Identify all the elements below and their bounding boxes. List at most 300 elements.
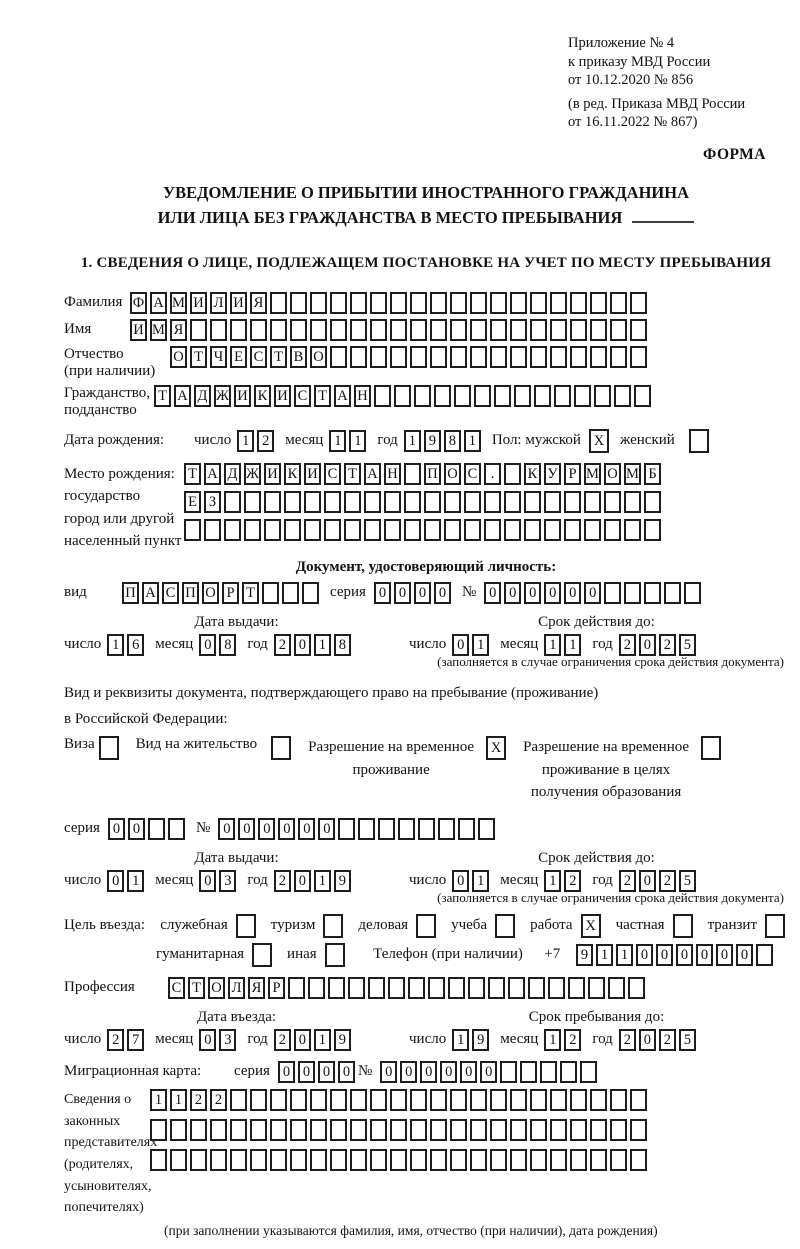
doc-issue-day[interactable] bbox=[107, 634, 147, 656]
permit-expiry-year[interactable] bbox=[619, 870, 699, 892]
char-cell[interactable]: 1 bbox=[544, 1029, 561, 1051]
char-cell[interactable]: 3 bbox=[219, 1029, 236, 1051]
purpose-private-checkbox[interactable] bbox=[673, 914, 696, 938]
char-cell[interactable] bbox=[534, 385, 551, 407]
doc-series-grid[interactable] bbox=[374, 582, 454, 604]
char-cell[interactable] bbox=[450, 1149, 467, 1171]
char-cell[interactable] bbox=[444, 519, 461, 541]
char-cell[interactable] bbox=[494, 385, 511, 407]
purpose-transit-checkbox[interactable] bbox=[765, 914, 788, 938]
char-cell[interactable]: 2 bbox=[210, 1089, 227, 1111]
char-cell[interactable] bbox=[358, 818, 375, 840]
char-cell[interactable] bbox=[570, 1149, 587, 1171]
char-cell[interactable] bbox=[630, 346, 647, 368]
permit-expiry-month[interactable] bbox=[544, 870, 584, 892]
char-cell[interactable] bbox=[610, 1149, 627, 1171]
char-cell[interactable] bbox=[404, 491, 421, 513]
char-cell[interactable] bbox=[250, 1089, 267, 1111]
char-cell[interactable] bbox=[230, 1089, 247, 1111]
char-cell[interactable]: С bbox=[250, 346, 267, 368]
char-cell[interactable]: Т bbox=[154, 385, 171, 407]
stay-month[interactable] bbox=[544, 1029, 584, 1051]
char-cell[interactable] bbox=[324, 491, 341, 513]
char-cell[interactable] bbox=[370, 1149, 387, 1171]
char-cell[interactable] bbox=[170, 1119, 187, 1141]
char-cell[interactable] bbox=[550, 1149, 567, 1171]
entry-year[interactable] bbox=[274, 1029, 354, 1051]
char-cell[interactable]: А bbox=[142, 582, 159, 604]
char-cell[interactable] bbox=[484, 491, 501, 513]
char-cell[interactable] bbox=[550, 319, 567, 341]
char-cell[interactable] bbox=[304, 519, 321, 541]
char-cell[interactable] bbox=[470, 1119, 487, 1141]
char-cell[interactable] bbox=[410, 292, 427, 314]
char-cell[interactable] bbox=[510, 292, 527, 314]
char-cell[interactable] bbox=[630, 1089, 647, 1111]
char-cell[interactable]: Я bbox=[250, 292, 267, 314]
char-cell[interactable]: 2 bbox=[274, 870, 291, 892]
char-cell[interactable] bbox=[424, 491, 441, 513]
char-cell[interactable]: Н bbox=[354, 385, 371, 407]
char-cell[interactable] bbox=[701, 736, 721, 760]
char-cell[interactable] bbox=[634, 385, 651, 407]
char-cell[interactable] bbox=[454, 385, 471, 407]
char-cell[interactable] bbox=[290, 1119, 307, 1141]
char-cell[interactable] bbox=[484, 519, 501, 541]
char-cell[interactable] bbox=[288, 977, 305, 999]
char-cell[interactable] bbox=[310, 1089, 327, 1111]
char-cell[interactable] bbox=[510, 1119, 527, 1141]
char-cell[interactable]: X bbox=[589, 429, 609, 453]
char-cell[interactable] bbox=[544, 491, 561, 513]
char-cell[interactable] bbox=[510, 1089, 527, 1111]
char-cell[interactable]: 0 bbox=[440, 1061, 457, 1083]
char-cell[interactable] bbox=[530, 346, 547, 368]
char-cell[interactable]: С bbox=[168, 977, 185, 999]
char-cell[interactable] bbox=[510, 346, 527, 368]
birth-day-grid[interactable] bbox=[237, 430, 277, 452]
char-cell[interactable] bbox=[330, 292, 347, 314]
char-cell[interactable]: 0 bbox=[278, 1061, 295, 1083]
char-cell[interactable] bbox=[550, 1089, 567, 1111]
char-cell[interactable]: П bbox=[424, 463, 441, 485]
char-cell[interactable] bbox=[408, 977, 425, 999]
char-cell[interactable] bbox=[488, 977, 505, 999]
char-cell[interactable] bbox=[404, 463, 421, 485]
char-cell[interactable] bbox=[328, 977, 345, 999]
firstname-grid[interactable] bbox=[130, 319, 650, 341]
migration-series-grid[interactable] bbox=[278, 1061, 358, 1083]
char-cell[interactable] bbox=[378, 818, 395, 840]
char-cell[interactable]: И bbox=[274, 385, 291, 407]
char-cell[interactable]: 0 bbox=[258, 818, 275, 840]
char-cell[interactable]: 1 bbox=[472, 870, 489, 892]
char-cell[interactable]: 1 bbox=[544, 870, 561, 892]
char-cell[interactable]: Т bbox=[190, 346, 207, 368]
char-cell[interactable] bbox=[673, 914, 693, 938]
char-cell[interactable]: 1 bbox=[107, 634, 124, 656]
char-cell[interactable]: З bbox=[204, 491, 221, 513]
char-cell[interactable] bbox=[414, 385, 431, 407]
char-cell[interactable] bbox=[304, 491, 321, 513]
char-cell[interactable]: С bbox=[162, 582, 179, 604]
char-cell[interactable] bbox=[264, 519, 281, 541]
char-cell[interactable] bbox=[348, 977, 365, 999]
char-cell[interactable]: Л bbox=[210, 292, 227, 314]
char-cell[interactable] bbox=[374, 385, 391, 407]
char-cell[interactable]: 0 bbox=[736, 944, 753, 966]
char-cell[interactable] bbox=[330, 1149, 347, 1171]
char-cell[interactable]: 9 bbox=[576, 944, 593, 966]
char-cell[interactable] bbox=[224, 519, 241, 541]
char-cell[interactable] bbox=[230, 1149, 247, 1171]
char-cell[interactable]: 0 bbox=[199, 870, 216, 892]
char-cell[interactable]: 1 bbox=[404, 430, 421, 452]
char-cell[interactable] bbox=[530, 1119, 547, 1141]
doc-expiry-month[interactable] bbox=[544, 634, 584, 656]
temp-permit-checkbox[interactable] bbox=[486, 736, 509, 760]
char-cell[interactable]: 0 bbox=[238, 818, 255, 840]
char-cell[interactable]: 7 bbox=[127, 1029, 144, 1051]
char-cell[interactable] bbox=[290, 319, 307, 341]
char-cell[interactable] bbox=[350, 1089, 367, 1111]
char-cell[interactable]: Б bbox=[644, 463, 661, 485]
birth-month-grid[interactable] bbox=[329, 430, 369, 452]
char-cell[interactable]: И bbox=[234, 385, 251, 407]
char-cell[interactable] bbox=[302, 582, 319, 604]
char-cell[interactable] bbox=[264, 491, 281, 513]
char-cell[interactable]: 1 bbox=[564, 634, 581, 656]
char-cell[interactable]: 0 bbox=[636, 944, 653, 966]
char-cell[interactable]: О bbox=[444, 463, 461, 485]
char-cell[interactable] bbox=[330, 346, 347, 368]
char-cell[interactable]: С bbox=[464, 463, 481, 485]
char-cell[interactable] bbox=[604, 491, 621, 513]
char-cell[interactable]: 2 bbox=[564, 1029, 581, 1051]
char-cell[interactable] bbox=[364, 519, 381, 541]
char-cell[interactable] bbox=[590, 1119, 607, 1141]
birth-year-grid[interactable] bbox=[404, 430, 484, 452]
char-cell[interactable]: . bbox=[484, 463, 501, 485]
char-cell[interactable] bbox=[184, 519, 201, 541]
char-cell[interactable]: 0 bbox=[639, 1029, 656, 1051]
char-cell[interactable] bbox=[644, 491, 661, 513]
char-cell[interactable] bbox=[310, 1149, 327, 1171]
char-cell[interactable]: 0 bbox=[107, 870, 124, 892]
char-cell[interactable] bbox=[508, 977, 525, 999]
char-cell[interactable]: 2 bbox=[659, 1029, 676, 1051]
char-cell[interactable]: 5 bbox=[679, 870, 696, 892]
char-cell[interactable] bbox=[474, 385, 491, 407]
char-cell[interactable] bbox=[630, 1119, 647, 1141]
permit-series-grid[interactable] bbox=[108, 818, 188, 840]
char-cell[interactable] bbox=[490, 319, 507, 341]
char-cell[interactable]: Е bbox=[184, 491, 201, 513]
char-cell[interactable]: 0 bbox=[298, 818, 315, 840]
char-cell[interactable]: 0 bbox=[108, 818, 125, 840]
char-cell[interactable]: 0 bbox=[656, 944, 673, 966]
char-cell[interactable] bbox=[190, 1119, 207, 1141]
char-cell[interactable] bbox=[630, 319, 647, 341]
doc-expiry-year[interactable] bbox=[619, 634, 699, 656]
char-cell[interactable] bbox=[564, 491, 581, 513]
char-cell[interactable] bbox=[570, 1119, 587, 1141]
char-cell[interactable] bbox=[458, 818, 475, 840]
char-cell[interactable]: 1 bbox=[314, 634, 331, 656]
char-cell[interactable] bbox=[390, 292, 407, 314]
char-cell[interactable] bbox=[325, 943, 345, 967]
char-cell[interactable] bbox=[244, 519, 261, 541]
char-cell[interactable] bbox=[610, 292, 627, 314]
char-cell[interactable] bbox=[284, 491, 301, 513]
char-cell[interactable]: 0 bbox=[318, 1061, 335, 1083]
char-cell[interactable]: М bbox=[624, 463, 641, 485]
char-cell[interactable] bbox=[310, 1119, 327, 1141]
char-cell[interactable] bbox=[444, 491, 461, 513]
char-cell[interactable] bbox=[610, 319, 627, 341]
char-cell[interactable] bbox=[580, 1061, 597, 1083]
sex-male-checkbox[interactable] bbox=[589, 429, 612, 453]
char-cell[interactable] bbox=[624, 582, 641, 604]
char-cell[interactable] bbox=[490, 292, 507, 314]
doc-issue-month[interactable] bbox=[199, 634, 239, 656]
char-cell[interactable]: К bbox=[254, 385, 271, 407]
char-cell[interactable] bbox=[430, 346, 447, 368]
char-cell[interactable] bbox=[524, 519, 541, 541]
char-cell[interactable]: А bbox=[174, 385, 191, 407]
char-cell[interactable] bbox=[370, 1119, 387, 1141]
char-cell[interactable] bbox=[250, 319, 267, 341]
char-cell[interactable] bbox=[410, 1119, 427, 1141]
char-cell[interactable]: 0 bbox=[294, 634, 311, 656]
char-cell[interactable]: 1 bbox=[237, 430, 254, 452]
char-cell[interactable] bbox=[464, 519, 481, 541]
char-cell[interactable] bbox=[350, 346, 367, 368]
char-cell[interactable]: О bbox=[310, 346, 327, 368]
char-cell[interactable]: 1 bbox=[452, 1029, 469, 1051]
char-cell[interactable] bbox=[495, 914, 515, 938]
char-cell[interactable]: 8 bbox=[334, 634, 351, 656]
char-cell[interactable]: 0 bbox=[414, 582, 431, 604]
migration-number-grid[interactable] bbox=[380, 1061, 600, 1083]
char-cell[interactable] bbox=[450, 292, 467, 314]
char-cell[interactable] bbox=[344, 519, 361, 541]
char-cell[interactable]: П bbox=[122, 582, 139, 604]
char-cell[interactable] bbox=[270, 1089, 287, 1111]
char-cell[interactable] bbox=[190, 1149, 207, 1171]
char-cell[interactable] bbox=[644, 519, 661, 541]
char-cell[interactable] bbox=[428, 977, 445, 999]
char-cell[interactable]: 1 bbox=[150, 1089, 167, 1111]
doc-issue-year[interactable] bbox=[274, 634, 354, 656]
char-cell[interactable] bbox=[350, 1149, 367, 1171]
char-cell[interactable] bbox=[410, 346, 427, 368]
char-cell[interactable]: И bbox=[304, 463, 321, 485]
char-cell[interactable] bbox=[590, 346, 607, 368]
char-cell[interactable] bbox=[390, 319, 407, 341]
char-cell[interactable] bbox=[252, 943, 272, 967]
char-cell[interactable]: Ж bbox=[214, 385, 231, 407]
char-cell[interactable] bbox=[530, 1149, 547, 1171]
char-cell[interactable]: 1 bbox=[464, 430, 481, 452]
char-cell[interactable]: Р bbox=[222, 582, 239, 604]
char-cell[interactable] bbox=[450, 319, 467, 341]
char-cell[interactable] bbox=[434, 385, 451, 407]
char-cell[interactable] bbox=[282, 582, 299, 604]
char-cell[interactable]: 0 bbox=[716, 944, 733, 966]
char-cell[interactable]: Т bbox=[344, 463, 361, 485]
char-cell[interactable] bbox=[490, 1119, 507, 1141]
char-cell[interactable] bbox=[262, 582, 279, 604]
char-cell[interactable] bbox=[550, 292, 567, 314]
char-cell[interactable] bbox=[370, 319, 387, 341]
char-cell[interactable] bbox=[224, 491, 241, 513]
char-cell[interactable] bbox=[490, 1149, 507, 1171]
char-cell[interactable] bbox=[170, 1149, 187, 1171]
char-cell[interactable] bbox=[308, 977, 325, 999]
char-cell[interactable]: 8 bbox=[444, 430, 461, 452]
char-cell[interactable]: 0 bbox=[564, 582, 581, 604]
char-cell[interactable]: М bbox=[584, 463, 601, 485]
char-cell[interactable] bbox=[628, 977, 645, 999]
char-cell[interactable] bbox=[394, 385, 411, 407]
purpose-other-checkbox[interactable] bbox=[325, 943, 348, 967]
char-cell[interactable]: 1 bbox=[314, 1029, 331, 1051]
char-cell[interactable] bbox=[350, 292, 367, 314]
char-cell[interactable]: 0 bbox=[676, 944, 693, 966]
char-cell[interactable] bbox=[510, 319, 527, 341]
char-cell[interactable] bbox=[470, 1089, 487, 1111]
char-cell[interactable] bbox=[99, 736, 119, 760]
char-cell[interactable]: С bbox=[294, 385, 311, 407]
char-cell[interactable] bbox=[550, 346, 567, 368]
char-cell[interactable] bbox=[548, 977, 565, 999]
char-cell[interactable] bbox=[388, 977, 405, 999]
char-cell[interactable] bbox=[504, 491, 521, 513]
char-cell[interactable] bbox=[624, 491, 641, 513]
stay-day[interactable] bbox=[452, 1029, 492, 1051]
char-cell[interactable]: 0 bbox=[218, 818, 235, 840]
char-cell[interactable] bbox=[330, 319, 347, 341]
char-cell[interactable] bbox=[604, 519, 621, 541]
char-cell[interactable]: 0 bbox=[480, 1061, 497, 1083]
char-cell[interactable]: 0 bbox=[584, 582, 601, 604]
purpose-humanitarian-checkbox[interactable] bbox=[252, 943, 275, 967]
char-cell[interactable] bbox=[250, 1119, 267, 1141]
char-cell[interactable] bbox=[310, 319, 327, 341]
char-cell[interactable] bbox=[560, 1061, 577, 1083]
char-cell[interactable]: 0 bbox=[420, 1061, 437, 1083]
char-cell[interactable] bbox=[590, 1089, 607, 1111]
char-cell[interactable] bbox=[450, 346, 467, 368]
char-cell[interactable]: 0 bbox=[294, 1029, 311, 1051]
char-cell[interactable] bbox=[290, 1089, 307, 1111]
char-cell[interactable] bbox=[554, 385, 571, 407]
char-cell[interactable] bbox=[530, 1089, 547, 1111]
char-cell[interactable]: 0 bbox=[544, 582, 561, 604]
char-cell[interactable]: 2 bbox=[257, 430, 274, 452]
char-cell[interactable]: 2 bbox=[659, 634, 676, 656]
char-cell[interactable] bbox=[574, 385, 591, 407]
char-cell[interactable] bbox=[284, 519, 301, 541]
char-cell[interactable]: Р bbox=[268, 977, 285, 999]
char-cell[interactable]: 5 bbox=[679, 634, 696, 656]
char-cell[interactable]: 0 bbox=[298, 1061, 315, 1083]
char-cell[interactable]: А bbox=[204, 463, 221, 485]
char-cell[interactable]: 0 bbox=[400, 1061, 417, 1083]
char-cell[interactable]: О bbox=[208, 977, 225, 999]
char-cell[interactable]: А bbox=[150, 292, 167, 314]
legal-reps-grid-1[interactable] bbox=[150, 1089, 650, 1111]
legal-reps-grid-2[interactable] bbox=[150, 1119, 650, 1141]
char-cell[interactable]: 2 bbox=[107, 1029, 124, 1051]
char-cell[interactable]: Н bbox=[384, 463, 401, 485]
char-cell[interactable]: 1 bbox=[329, 430, 346, 452]
char-cell[interactable]: 0 bbox=[380, 1061, 397, 1083]
char-cell[interactable]: К bbox=[524, 463, 541, 485]
char-cell[interactable]: 0 bbox=[278, 818, 295, 840]
char-cell[interactable] bbox=[210, 319, 227, 341]
char-cell[interactable]: И bbox=[130, 319, 147, 341]
char-cell[interactable] bbox=[550, 1119, 567, 1141]
char-cell[interactable]: 2 bbox=[619, 634, 636, 656]
char-cell[interactable]: Д bbox=[194, 385, 211, 407]
char-cell[interactable] bbox=[594, 385, 611, 407]
edu-permit-checkbox[interactable] bbox=[701, 736, 724, 760]
char-cell[interactable] bbox=[330, 1089, 347, 1111]
char-cell[interactable]: 0 bbox=[128, 818, 145, 840]
char-cell[interactable] bbox=[604, 582, 621, 604]
char-cell[interactable] bbox=[570, 292, 587, 314]
char-cell[interactable]: Е bbox=[230, 346, 247, 368]
doc-expiry-day[interactable] bbox=[452, 634, 492, 656]
char-cell[interactable]: 0 bbox=[394, 582, 411, 604]
birthplace-grid-1[interactable] bbox=[184, 463, 664, 485]
char-cell[interactable]: 0 bbox=[696, 944, 713, 966]
char-cell[interactable] bbox=[610, 1089, 627, 1111]
char-cell[interactable] bbox=[470, 346, 487, 368]
char-cell[interactable]: М bbox=[150, 319, 167, 341]
char-cell[interactable] bbox=[590, 292, 607, 314]
char-cell[interactable]: 8 bbox=[219, 634, 236, 656]
char-cell[interactable] bbox=[520, 1061, 537, 1083]
birthplace-grid-2[interactable] bbox=[184, 491, 664, 513]
char-cell[interactable] bbox=[570, 319, 587, 341]
char-cell[interactable] bbox=[404, 519, 421, 541]
char-cell[interactable] bbox=[424, 519, 441, 541]
char-cell[interactable] bbox=[430, 1119, 447, 1141]
char-cell[interactable] bbox=[418, 818, 435, 840]
char-cell[interactable] bbox=[530, 292, 547, 314]
char-cell[interactable] bbox=[584, 491, 601, 513]
char-cell[interactable]: 9 bbox=[472, 1029, 489, 1051]
char-cell[interactable] bbox=[150, 1119, 167, 1141]
purpose-work-checkbox[interactable] bbox=[581, 914, 604, 938]
char-cell[interactable]: О bbox=[604, 463, 621, 485]
char-cell[interactable] bbox=[608, 977, 625, 999]
char-cell[interactable]: 5 bbox=[679, 1029, 696, 1051]
char-cell[interactable] bbox=[370, 346, 387, 368]
citizenship-grid[interactable] bbox=[154, 385, 654, 407]
char-cell[interactable]: 9 bbox=[334, 870, 351, 892]
char-cell[interactable] bbox=[271, 736, 291, 760]
char-cell[interactable]: 0 bbox=[452, 634, 469, 656]
char-cell[interactable] bbox=[524, 491, 541, 513]
char-cell[interactable] bbox=[410, 1149, 427, 1171]
char-cell[interactable] bbox=[364, 491, 381, 513]
char-cell[interactable] bbox=[630, 292, 647, 314]
doc-kind-grid[interactable] bbox=[122, 582, 322, 604]
